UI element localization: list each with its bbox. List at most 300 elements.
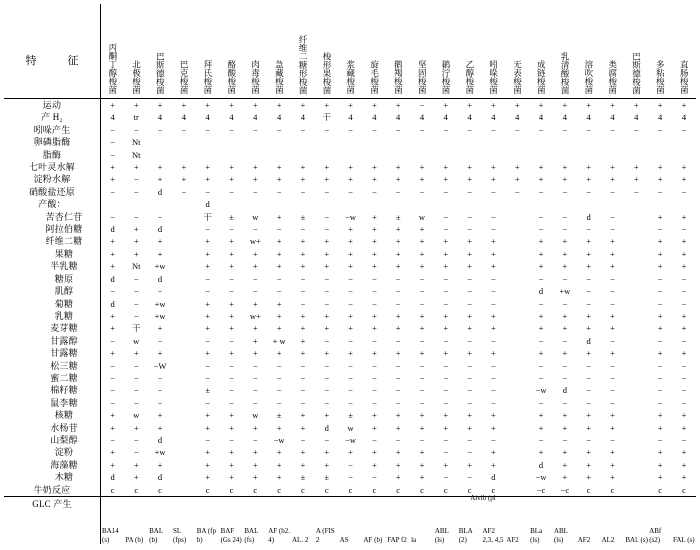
column-header xyxy=(196,4,220,99)
table-cell: + xyxy=(157,323,163,334)
table-cell: + xyxy=(657,459,663,470)
table-cell: − xyxy=(300,360,306,371)
table-cell: + xyxy=(395,447,401,458)
table-cell: + xyxy=(133,472,139,483)
table-cell: + xyxy=(586,261,592,272)
table-cell: + xyxy=(229,298,234,309)
table-cell: − xyxy=(562,124,568,135)
table-cell: + xyxy=(491,323,496,334)
table-cell: + xyxy=(110,323,116,334)
row-label: 硝酸盐还原 xyxy=(4,186,101,198)
table-cell xyxy=(624,248,648,260)
table-cell: + xyxy=(491,261,496,272)
table-cell: + xyxy=(252,248,258,259)
table-row xyxy=(4,422,696,434)
table-cell xyxy=(505,298,529,310)
table-cell xyxy=(624,422,648,434)
table-cell: − xyxy=(610,385,615,396)
table-cell: 4 xyxy=(253,112,258,123)
table-cell: + xyxy=(491,447,496,458)
table-cell xyxy=(172,198,196,210)
table-cell: + xyxy=(610,459,615,470)
table-cell: + xyxy=(633,162,639,173)
table-cell: + xyxy=(229,348,234,359)
table-cell: − xyxy=(395,186,401,197)
table-cell: − xyxy=(205,397,211,408)
row-label: 运动 xyxy=(4,99,101,112)
table-cell xyxy=(148,149,172,161)
table-cell: + xyxy=(324,348,330,359)
table-row xyxy=(4,149,696,161)
table-cell: + xyxy=(395,422,401,433)
table-cell: − xyxy=(681,335,687,346)
table-cell: + xyxy=(443,422,449,433)
table-cell: + xyxy=(443,236,449,247)
table-cell: − xyxy=(324,372,330,383)
column-header-label: 酪酸梭菌 xyxy=(226,60,237,94)
table-cell: + xyxy=(443,410,449,421)
table-cell: −w xyxy=(345,434,356,445)
table-cell: − xyxy=(252,286,258,297)
table-cell: + xyxy=(610,174,615,185)
column-header-label: 巴斯德梭菌 xyxy=(631,51,642,94)
table-cell: − xyxy=(205,372,211,383)
table-cell: + xyxy=(610,323,615,334)
table-cell: − xyxy=(491,273,496,284)
table-cell: + xyxy=(300,410,306,421)
table-cell: + xyxy=(443,310,449,321)
table-cell: + xyxy=(610,447,615,458)
table-cell: − xyxy=(205,124,211,135)
table-cell xyxy=(624,397,648,409)
table-cell: − xyxy=(467,298,472,309)
table-cell: + xyxy=(562,261,568,272)
table-cell: + xyxy=(252,298,258,309)
table-cell: + xyxy=(395,261,401,272)
table-cell xyxy=(601,149,625,161)
table-cell: − xyxy=(300,286,306,297)
table-cell: + xyxy=(657,323,663,334)
table-cell xyxy=(505,310,529,322)
table-cell xyxy=(362,198,386,210)
table-cell: − xyxy=(514,124,520,135)
glc-cell: AL2 xyxy=(601,535,615,544)
table-cell: − xyxy=(681,224,687,235)
table-cell: w+ xyxy=(249,310,261,321)
table-cell: + xyxy=(610,348,615,359)
table-cell xyxy=(172,384,196,396)
table-cell: − xyxy=(157,286,163,297)
feature-column-label: 特 征 xyxy=(25,55,89,67)
table-cell xyxy=(577,136,601,148)
table-cell: + xyxy=(491,459,496,470)
table-cell: + xyxy=(110,174,116,185)
table-cell: c xyxy=(458,484,482,497)
glc-cell: AF (b) xyxy=(363,535,383,544)
table-cell xyxy=(505,248,529,260)
table-cell: + xyxy=(586,447,592,458)
table-cell xyxy=(529,149,553,161)
column-header xyxy=(529,4,553,99)
table-cell: Nt xyxy=(131,137,141,148)
table-cell: − xyxy=(443,472,449,483)
table-cell: + xyxy=(157,248,163,259)
column-header xyxy=(267,4,291,99)
table-cell xyxy=(648,136,672,148)
table-cell: + xyxy=(395,472,401,483)
table-cell: 4 xyxy=(348,112,353,123)
table-row xyxy=(4,136,696,148)
glc-cell: BA14 (s) xyxy=(102,527,119,544)
table-cell: − xyxy=(110,335,116,346)
table-cell xyxy=(505,235,529,247)
table-cell: − xyxy=(395,124,401,135)
glc-cell: AF2 xyxy=(577,535,591,544)
table-cell xyxy=(505,285,529,297)
table-cell xyxy=(624,384,648,396)
table-cell xyxy=(362,136,386,148)
table-cell: + xyxy=(229,100,234,110)
table-cell xyxy=(529,136,553,148)
table-cell: 4 xyxy=(538,112,544,123)
column-header-label: 成链梭菌 xyxy=(536,60,547,94)
table-cell: +w xyxy=(154,261,166,272)
table-row xyxy=(4,111,696,123)
table-cell: + xyxy=(467,459,472,470)
table-cell: + xyxy=(443,459,449,470)
table-cell: + xyxy=(681,459,687,470)
table-cell: − xyxy=(110,149,116,160)
table-cell: + xyxy=(348,162,353,173)
table-cell: + xyxy=(300,447,306,458)
table-cell xyxy=(458,198,482,210)
table-cell xyxy=(172,360,196,372)
table-cell: + xyxy=(491,100,496,110)
table-cell: + xyxy=(300,261,306,272)
table-cell xyxy=(624,298,648,310)
table-cell: − xyxy=(610,372,615,383)
table-cell xyxy=(624,484,648,497)
table-cell: − xyxy=(133,385,139,396)
table-cell: + xyxy=(467,348,472,359)
table-cell: + xyxy=(324,447,330,458)
table-cell: − xyxy=(538,273,544,284)
table-cell xyxy=(220,198,244,210)
table-cell: + xyxy=(110,310,116,321)
table-cell: c xyxy=(101,484,125,497)
table-cell: +w xyxy=(154,310,166,321)
table-cell xyxy=(172,459,196,471)
table-cell: + xyxy=(443,323,449,334)
table-cell xyxy=(243,136,267,148)
table-cell: + xyxy=(610,236,615,247)
table-cell: w+ xyxy=(249,236,261,247)
table-cell: − xyxy=(491,211,496,222)
table-cell: − xyxy=(562,434,568,445)
table-cell xyxy=(505,409,529,421)
table-cell: + xyxy=(371,224,377,235)
table-cell: − xyxy=(681,186,687,197)
table-cell: + xyxy=(110,348,116,359)
table-cell xyxy=(624,260,648,272)
table-cell: + xyxy=(205,410,211,421)
table-cell: 4 xyxy=(396,112,401,123)
column-header xyxy=(243,4,267,99)
table-cell: + xyxy=(586,410,592,421)
table-cell xyxy=(505,397,529,409)
table-cell: + xyxy=(229,447,234,458)
table-cell: + xyxy=(133,459,139,470)
table-cell: + xyxy=(610,410,615,421)
glc-cell: BA (fp b) xyxy=(196,527,216,544)
row-label: 松三糖 xyxy=(4,360,101,372)
table-cell: − xyxy=(538,224,544,235)
table-cell xyxy=(172,347,196,359)
table-cell: + xyxy=(467,100,472,110)
table-cell: − xyxy=(443,447,449,458)
table-cell: − xyxy=(229,360,234,371)
column-header xyxy=(220,4,244,99)
table-cell: − xyxy=(633,186,639,197)
table-cell: − xyxy=(443,397,449,408)
table-cell: + xyxy=(276,323,282,334)
table-cell xyxy=(220,136,244,148)
table-cell: − xyxy=(538,186,544,197)
table-cell: + xyxy=(419,323,425,334)
column-header-label: 梭形果梭菌 xyxy=(321,51,332,94)
row-label: 果糖 xyxy=(4,248,101,260)
row-label: 糖原 xyxy=(4,273,101,285)
row-label: 乳糖 xyxy=(4,310,101,322)
table-cell: − xyxy=(443,335,449,346)
table-row xyxy=(4,471,696,483)
table-cell: d xyxy=(157,434,163,445)
table-cell: + xyxy=(467,174,472,185)
table-cell xyxy=(624,335,648,347)
table-cell: 干 xyxy=(203,211,212,222)
row-label: 淀粉 xyxy=(4,446,101,458)
table-cell: − xyxy=(467,360,472,371)
row-label: 木糖 xyxy=(4,471,101,483)
column-header-label: 多粘梭菌 xyxy=(655,60,666,94)
column-header xyxy=(434,4,458,99)
table-row xyxy=(4,322,696,334)
table-cell: −w xyxy=(345,211,356,222)
table-row xyxy=(4,285,696,297)
table-cell xyxy=(624,471,648,483)
table-cell: − xyxy=(324,385,330,396)
column-header xyxy=(505,4,529,99)
table-cell: + xyxy=(491,310,496,321)
table-cell: − xyxy=(419,100,425,110)
table-cell: +w xyxy=(154,298,166,309)
table-cell: d xyxy=(586,211,591,222)
table-cell: − xyxy=(324,211,330,222)
table-cell: + xyxy=(538,162,544,173)
table-cell: − xyxy=(610,224,615,235)
table-cell: + xyxy=(324,174,330,185)
table-cell: + xyxy=(538,261,544,272)
table-cell: − xyxy=(491,360,496,371)
table-cell: − xyxy=(657,124,663,135)
table-cell: + xyxy=(657,472,663,483)
table-cell: + xyxy=(205,422,211,433)
table-cell: − xyxy=(133,360,139,371)
table-cell: d xyxy=(157,224,163,235)
table-cell: − xyxy=(395,273,401,284)
table-cell xyxy=(505,149,529,161)
table-cell: − xyxy=(538,434,544,445)
table-cell: + xyxy=(157,422,163,433)
row-label: 淀粉水解 xyxy=(4,173,101,185)
table-cell: + xyxy=(229,472,234,483)
table-cell: + xyxy=(324,459,330,470)
table-cell: − xyxy=(276,273,282,284)
table-cell: Nt xyxy=(131,261,141,272)
table-cell: 干 xyxy=(131,323,141,334)
row-label: 山梨醇 xyxy=(4,434,101,446)
glc-row-label: GLC 产生 xyxy=(4,497,101,545)
table-cell: + xyxy=(110,261,116,272)
table-cell: c xyxy=(386,484,410,497)
table-cell: + xyxy=(371,100,377,110)
table-cell: d xyxy=(110,298,115,309)
table-cell: 4 xyxy=(181,112,186,123)
table-cell: − xyxy=(205,273,211,284)
table-cell xyxy=(172,397,196,409)
table-cell: − xyxy=(133,273,139,284)
table-cell xyxy=(434,198,458,210)
table-cell: − xyxy=(586,286,592,297)
table-cell: d xyxy=(562,385,567,396)
column-header xyxy=(172,4,196,99)
table-cell: − xyxy=(467,472,472,483)
table-cell: − xyxy=(110,137,116,148)
table-cell: + xyxy=(681,248,687,259)
table-row xyxy=(4,384,696,396)
table-cell: − xyxy=(133,310,139,321)
table-cell: − xyxy=(110,372,116,383)
table-cell: + xyxy=(681,261,687,272)
table-cell xyxy=(172,285,196,297)
table-cell xyxy=(315,149,339,161)
table-row xyxy=(4,446,696,458)
table-cell: + xyxy=(562,100,568,110)
table-cell: − xyxy=(657,224,663,235)
table-cell: − xyxy=(395,286,401,297)
table-cell: − xyxy=(467,434,472,445)
table-cell: − xyxy=(657,186,663,197)
table-cell xyxy=(339,136,363,148)
table-cell: − xyxy=(633,124,639,135)
table-cell: + xyxy=(467,410,472,421)
table-cell: + xyxy=(133,236,139,247)
table-cell xyxy=(172,434,196,446)
table-cell: + xyxy=(133,100,139,110)
column-header xyxy=(482,4,506,99)
table-cell: + xyxy=(419,447,425,458)
table-cell: − xyxy=(395,385,401,396)
table-cell: + xyxy=(205,459,211,470)
table-cell xyxy=(505,484,529,497)
table-cell: −c xyxy=(529,484,553,497)
feature-column-header xyxy=(4,4,101,99)
table-cell: c xyxy=(220,484,244,497)
table-cell: + xyxy=(229,248,234,259)
table-cell: + xyxy=(443,348,449,359)
table-cell: − xyxy=(419,273,425,284)
table-cell: − xyxy=(467,224,472,235)
table-cell: d xyxy=(324,422,329,433)
table-cell: − xyxy=(681,397,687,408)
column-header xyxy=(648,4,672,99)
table-row xyxy=(4,99,696,112)
table-cell: + xyxy=(681,211,687,222)
table-cell xyxy=(196,136,220,148)
column-header xyxy=(339,4,363,99)
table-cell: − xyxy=(324,335,330,346)
table-cell: − xyxy=(610,286,615,297)
table-cell: + xyxy=(657,348,663,359)
table-cell: + xyxy=(586,323,592,334)
table-cell: − xyxy=(133,434,139,445)
column-header xyxy=(601,4,625,99)
table-cell: + xyxy=(538,100,544,110)
table-row xyxy=(4,186,696,198)
table-cell: − xyxy=(348,472,353,483)
table-cell: w xyxy=(418,211,426,222)
table-cell: − xyxy=(562,273,568,284)
table-cell: + xyxy=(586,310,592,321)
table-cell: − xyxy=(348,459,353,470)
table-cell xyxy=(505,372,529,384)
row-label: 蜜二糖 xyxy=(4,372,101,384)
table-cell: + xyxy=(657,100,663,110)
table-cell xyxy=(172,298,196,310)
table-cell: − xyxy=(586,372,592,383)
glc-row xyxy=(4,497,696,545)
table-cell: − xyxy=(371,335,377,346)
table-cell: + xyxy=(348,174,353,185)
column-header-label: 巴斯德梭菌 xyxy=(155,51,166,94)
table-cell: + xyxy=(371,236,377,247)
table-cell: − xyxy=(229,397,234,408)
table-cell: − xyxy=(610,397,615,408)
table-cell: + xyxy=(205,236,211,247)
characteristics-matrix xyxy=(4,4,696,544)
table-cell: + xyxy=(562,236,568,247)
table-cell: − xyxy=(324,124,330,135)
table-cell: + xyxy=(610,100,615,110)
table-cell: − xyxy=(538,211,544,222)
table-cell: + xyxy=(419,162,425,173)
table-cell xyxy=(172,335,196,347)
table-cell: + xyxy=(252,459,258,470)
matrix-header xyxy=(4,4,696,99)
table-cell: − xyxy=(491,397,496,408)
table-cell xyxy=(243,198,267,210)
table-cell: + xyxy=(252,422,258,433)
table-cell: − xyxy=(348,273,353,284)
table-cell: + xyxy=(276,348,282,359)
table-cell: − xyxy=(443,124,449,135)
glc-cell: FAL (s) xyxy=(673,535,695,544)
table-cell xyxy=(601,136,625,148)
table-cell: + xyxy=(348,224,353,235)
table-cell xyxy=(505,223,529,235)
glc-cell: la xyxy=(411,535,417,544)
glc-cell: FAP f2 xyxy=(387,535,407,544)
